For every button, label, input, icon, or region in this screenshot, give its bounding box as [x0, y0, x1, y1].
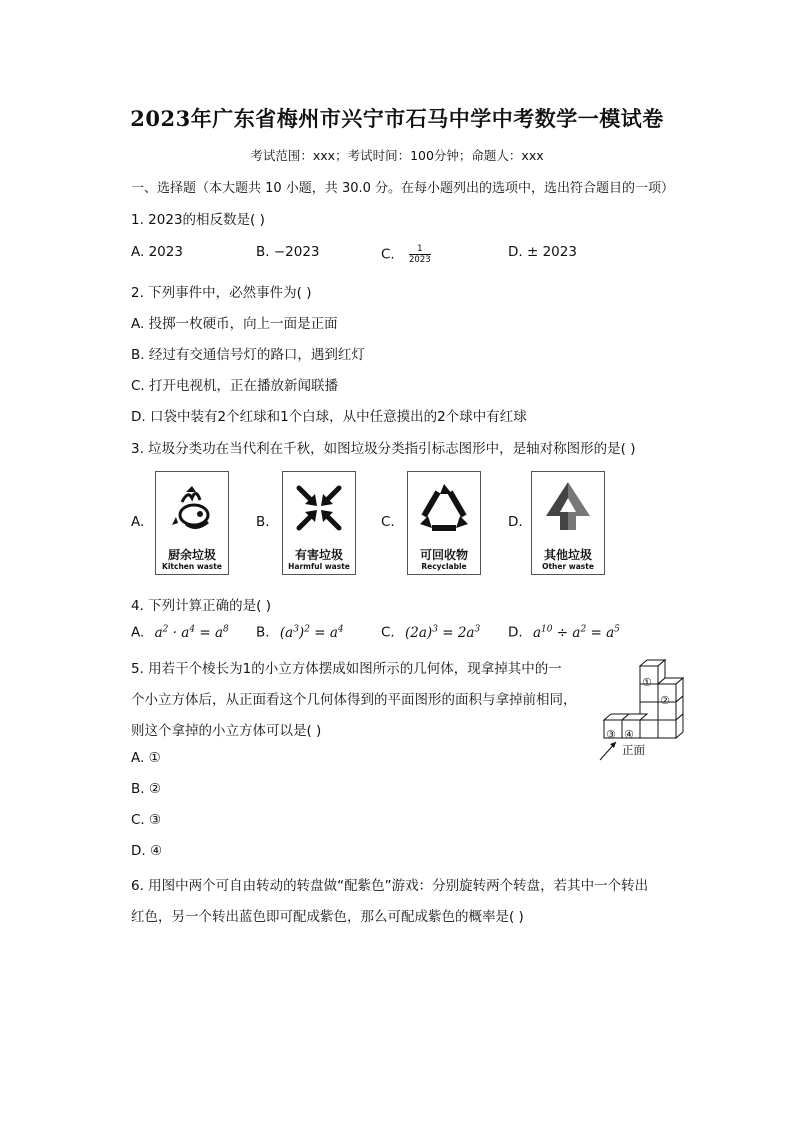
- q2-option-c: C. 打开电视机，正在播放新闻联播: [131, 378, 339, 394]
- other-waste-sign: [531, 471, 605, 575]
- q1-option-d: D. ± 2023: [508, 244, 577, 260]
- q2-option-b: B. 经过有交通信号灯的路口，遇到红灯: [131, 347, 365, 363]
- cube-label-1: ①: [642, 676, 652, 689]
- kitchen-waste-en: Kitchen waste: [162, 562, 222, 571]
- q5-option-a: A. ①: [131, 750, 161, 766]
- q5-option-d: D. ④: [131, 843, 163, 859]
- q4-option-c: [381, 624, 480, 641]
- q4-stem: 4. 下列计算正确的是( ): [131, 598, 271, 614]
- q1-option-c-label: C.: [381, 246, 395, 263]
- section-heading: 一、选择题（本大题共 10 小题，共 30.0 分。在每小题列出的选项中，选出符合题目的一项）: [131, 181, 675, 196]
- q4-option-b: [256, 624, 344, 641]
- q1-fraction-denominator: 2023: [409, 255, 431, 265]
- q4-option-a-label: A.: [131, 624, 145, 641]
- q4-option-a-expr: $a^2 \cdot a^4 = a^8$: [154, 624, 229, 641]
- q3-option-c-label: C.: [381, 514, 395, 530]
- recyclable-sign: [407, 471, 481, 575]
- q4-option-c-expr: $(2a)^3 = 2a^3$: [405, 624, 481, 641]
- recycle-icon: [408, 472, 480, 542]
- harmful-waste-sign: [282, 471, 356, 575]
- q3-option-b-label: B.: [256, 514, 270, 530]
- q1-fraction: [409, 244, 431, 265]
- other-waste-cn: 其他垃圾: [543, 548, 592, 562]
- q4-option-d-label: D.: [508, 624, 523, 641]
- q5-stem-line-1: 5. 用若干个棱长为1的小立方体摆成如图所示的几何体，现拿掉其中的一: [131, 661, 562, 677]
- page-title: 2023年广东省梅州市兴宁市石马中学中考数学一模试卷: [130, 106, 664, 131]
- q6-stem-line-2: 红色，另一个转出蓝色即可配成紫色，那么可配成紫色的概率是( ): [131, 909, 524, 925]
- q1-stem: 1. 2023的相反数是( ): [131, 212, 265, 228]
- cube-label-3: ③: [606, 728, 616, 741]
- harmful-waste-cn: 有害垃圾: [294, 548, 343, 562]
- cube-label-2: ②: [660, 694, 670, 707]
- q1-option-b: B. −2023: [256, 244, 320, 260]
- q5-option-c: C. ③: [131, 812, 162, 828]
- other-waste-en: Other waste: [542, 562, 594, 571]
- q4-option-c-label: C.: [381, 624, 395, 641]
- exam-info: 考试范围：xxx；考试时间：100分钟；命题人：xxx: [250, 148, 544, 163]
- q5-option-b: B. ②: [131, 781, 161, 797]
- cube-figure: [596, 656, 696, 766]
- q1-option-a: A. 2023: [131, 244, 183, 260]
- recyclable-en: Recyclable: [421, 562, 467, 571]
- q4-option-b-label: B.: [256, 624, 270, 641]
- q3-stem: 3. 垃圾分类功在当代利在千秋，如图垃圾分类指引标志图形中，是轴对称图形的是( ): [131, 441, 636, 457]
- harmful-waste-en: Harmful waste: [288, 562, 350, 571]
- q1-fraction-numerator: 1: [417, 244, 423, 254]
- q3-option-a-label: A.: [131, 514, 145, 530]
- q5-stem-line-3: 则这个拿掉的小立方体可以是( ): [131, 723, 322, 739]
- kitchen-waste-cn: 厨余垃圾: [167, 548, 216, 562]
- recyclable-cn: 可回收物: [419, 548, 468, 562]
- q4-option-d: [508, 624, 620, 641]
- q6-stem-line-1: 6. 用图中两个可自由转动的转盘做“配紫色”游戏：分别旋转两个转盘，若其中一个转出: [131, 878, 649, 894]
- q2-option-a: A. 投掷一枚硬币，向上一面是正面: [131, 316, 338, 332]
- kitchen-waste-icon: [156, 472, 228, 542]
- q1-option-c: [381, 244, 431, 265]
- kitchen-waste-sign: [155, 471, 229, 575]
- cube-label-4: ④: [624, 728, 634, 741]
- q2-stem: 2. 下列事件中，必然事件为( ): [131, 285, 312, 301]
- front-view-label: 正面: [622, 743, 645, 757]
- q4-option-b-expr: $(a^3)^2 = a^4$: [279, 624, 344, 641]
- q5-stem-line-2: 个小立方体后，从正面看这个几何体得到的平面图形的面积与拿掉前相同，: [131, 692, 577, 708]
- q3-option-d-label: D.: [508, 514, 523, 530]
- q2-option-d: D. 口袋中装有2个红球和1个白球，从中任意摸出的2个球中有红球: [131, 409, 527, 425]
- other-waste-icon: [532, 472, 604, 542]
- q4-option-a: [131, 624, 229, 641]
- q4-option-d-expr: $a^{10} \div a^2 = a^5$: [532, 624, 620, 641]
- harmful-waste-icon: [283, 472, 355, 542]
